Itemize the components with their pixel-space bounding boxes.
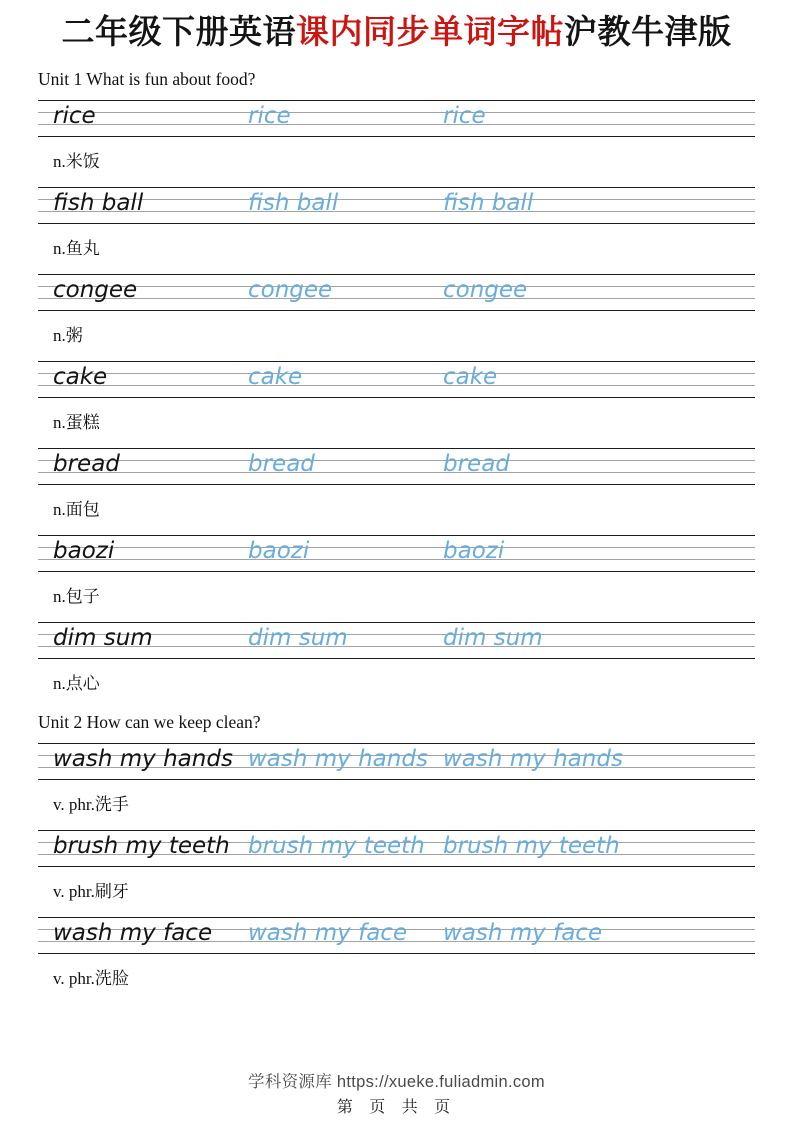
unit-heading: Unit 2 How can we keep clean? [38,712,261,732]
word-trace: brush my teeth [248,833,425,859]
word-trace: wash my face [248,920,408,946]
word-black: wash my hands [53,746,233,772]
writing-grid [38,830,755,867]
word-trace: bread [443,451,510,477]
word-entry [38,100,755,173]
word-definition: v. phr.刷牙 [53,882,129,901]
word-entry [38,743,755,816]
word-trace: bread [248,451,315,477]
word-definition: n.粥 [53,326,83,345]
word-definition: v. phr.洗脸 [53,969,129,988]
writing-grid [38,535,755,572]
word-black: dim sum [53,625,153,651]
word-black: rice [53,103,96,129]
word-trace: cake [443,364,498,390]
word-black: wash my face [53,920,213,946]
writing-grid [38,622,755,659]
unit-section [38,711,755,990]
word-trace: baozi [443,538,505,564]
writing-grid [38,187,755,224]
writing-grid [38,274,755,311]
word-entry [38,274,755,347]
word-trace: brush my teeth [443,833,620,859]
site-credit: 学科资源库 https://xueke.fuliadmin.com [248,1073,545,1091]
word-trace: fish ball [443,190,534,216]
word-definition: n.面包 [53,500,100,519]
page-title [0,0,793,52]
word-black: brush my teeth [53,833,230,859]
page-number-label: 第 页 共 页 [336,1099,457,1116]
word-definition: n.蛋糕 [53,413,100,432]
entry-list [38,743,755,990]
word-entry [38,361,755,434]
word-trace: dim sum [248,625,348,651]
writing-grid [38,743,755,780]
word-entry [38,448,755,521]
word-trace: wash my hands [248,746,428,772]
word-trace: wash my face [443,920,603,946]
word-entry [38,535,755,608]
writing-grid [38,448,755,485]
title-black-left: 二年级下册英语 [61,13,296,50]
writing-grid [38,917,755,954]
unit-section [38,68,755,695]
title-red-middle: 课内同步单词字帖 [296,13,564,50]
word-black: congee [53,277,138,303]
word-black: baozi [53,538,115,564]
entry-list [38,100,755,695]
word-entry [38,830,755,903]
unit-heading: Unit 1 What is fun about food? [38,69,256,89]
word-trace: congee [248,277,333,303]
word-trace: wash my hands [443,746,623,772]
word-black: bread [53,451,120,477]
word-entry [38,187,755,260]
writing-grid [38,361,755,398]
word-definition: n.鱼丸 [53,239,100,258]
title-black-right: 沪教牛津版 [564,13,732,50]
word-trace: cake [248,364,303,390]
word-definition: n.点心 [53,674,100,693]
word-trace: rice [248,103,291,129]
word-trace: fish ball [248,190,339,216]
word-black: fish ball [53,190,144,216]
word-entry [38,917,755,990]
word-black: cake [53,364,108,390]
word-trace: dim sum [443,625,543,651]
word-trace: congee [443,277,528,303]
word-definition: n.米饭 [53,152,100,171]
word-trace: rice [443,103,486,129]
worksheet [38,68,755,990]
word-entry [38,622,755,695]
word-definition: v. phr.洗手 [53,795,129,814]
word-trace: baozi [248,538,310,564]
word-definition: n.包子 [53,587,100,606]
writing-grid [38,100,755,137]
